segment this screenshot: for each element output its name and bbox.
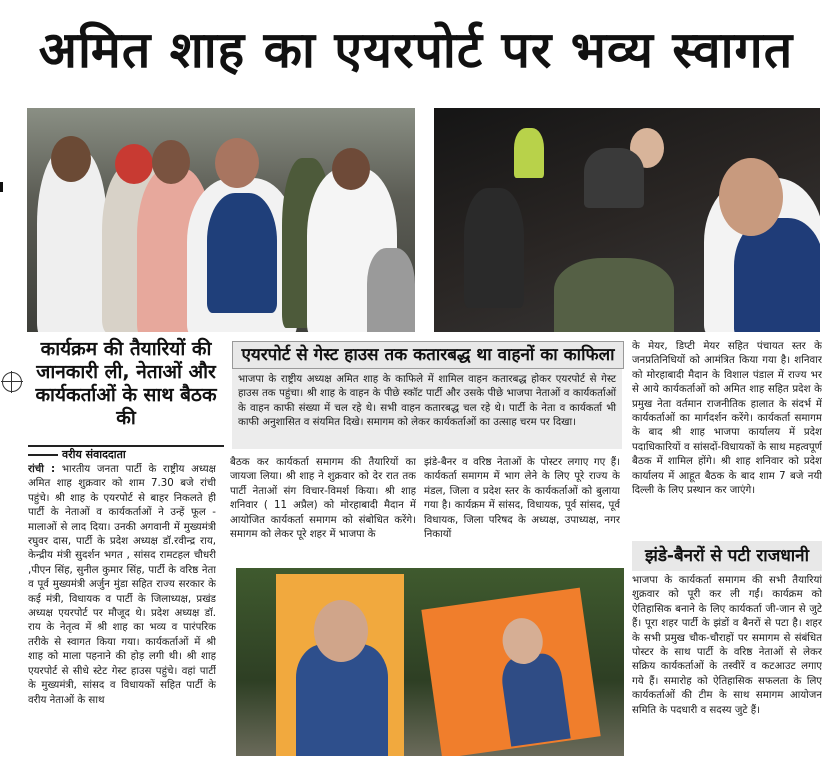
column-1-text: भारतीय जनता पार्टी के राष्ट्रीय अध्यक्ष अमित शाह शुक्रवार को शाम 7.30 बजे रांची पहुंचे। श्री शाह के एयरपोर्ट से बाहर निकलते ही पार्टी के नेताओं व कार्यकर्ताओं ने उन्हें फूल - मालाओं से लाद दिया। उनकी अगवानी में मुख्यमंत्री रघुवर दास, पार्टी के प्रदेश अध्यक्ष डॉ.रवीन्द्र राय, केन्द्रीय मंत्री सुदर्शन भगत , सांसद रामटहल चौधरी ,पीएन सिंह, सुनील कुमार सिंह, पार्टी के वरिष्ठ नेता व पूर्व मुख्यमंत्री अर्जुन मुंडा सहित राज्य सरकार के कई मंत्री, विधायक व पार्टी के जिलाध्यक्ष, प्रखंड अध्यक्ष एयरपोर्ट पर मौजूद थे। प्रदेश अध्यक्ष डॉ. राय के नेतृत्व में श्री शाह का भव्य व पारंपरिक तरीके से स्वागत किया गया। कार्यकर्ताओं में श्री शाह को माला पहनाने की होड़ लगी थी। श्री शाह एयरपोर्ट से सीधे स्टेट गेस्ट हाउस पहुंचे। वहां पार्टी के मुख्यमंत्री, सांसद व विधायकों सहित पार्टी के वरीय नेताओं के साथ (28, 464, 216, 706)
article-column-1 (28, 463, 216, 758)
headline: अमित शाह का एयरपोर्ट पर भव्य स्वागत (38, 21, 794, 79)
subheadline-left: कार्यक्रम की तैयारियों की जानकारी ली, नेताओं और कार्यकर्ताओं के साथ बैठक की (35, 338, 217, 429)
article-column-4b: भाजपा के कार्यकर्ता समागम की सभी तैयारियां शुक्रवार को पूरी कर ली गईं। कार्यक्रम को ऐतिहासिक बनाने के लिए कार्यकर्ता जी-जान से जुटे हैं। पूरा शहर पार्टी के झंडों व बैनरों से पटा है। शहर के सभी प्रमुख चौक-चौराहों पर समागम से संबंधित पोस्टर के साथ पार्टी के वरिष्ठ नेताओं से लेकर सक्रिय कार्यकर्ताओं के तस्वीरें व कटआउट लगाए गये हैं। समारोह को ऐतिहासिक सफलता के लिए कार्यकर्ताओं की टीम के साथ समागम आयोजन समिति के पदधारी व सदस्य जुटे हैं। (632, 575, 822, 716)
article-column-3: झंडे-बैनर व वरिष्ठ नेताओं के पोस्टर लगाए गए हैं। कार्यकर्ता समागम में भाग लेने के लिए पूरे राज्य के मंडल, जिला व प्रदेश स्तर के कार्यकर्ताओं को बुलाया गया है। कार्यक्रम में सांसद, विधायक, पूर्व सांसद, पूर्व विधायक, जिला परिषद के अध्यक्ष, उपाध्यक्ष, नगर निकायों (424, 457, 620, 541)
photo-welcome-crowd (27, 108, 415, 332)
byline-text: वरीय संवाददाता (62, 448, 126, 461)
photo-amit-shah-waving (434, 108, 820, 332)
photo-posters (236, 568, 624, 756)
byline (28, 447, 224, 462)
article-column-2: बैठक कर कार्यकर्ता समागम की तैयारियों का जायजा लिया। श्री शाह ने शुक्रवार को देर रात तक पार्टी नेताओं संग विचार-विमर्श किया। श्री शाह शनिवार ( 11 अप्रैल) को मोरहाबादी मैदान में आयोजित कार्यकर्ता समागम को संबोधित करेंगे। समागम को लेकर पूरे शहर में भाजपा के (230, 457, 416, 541)
box-headline: एयरपोर्ट से गेस्ट हाउस तक कतारबद्ध था वाहनों का काफिला (232, 341, 624, 369)
poster-right (421, 588, 600, 756)
margin-mark (0, 182, 3, 192)
dateline: रांची : (28, 464, 56, 475)
box-text: भाजपा के राष्ट्रीय अध्यक्ष अमित शाह के काफिले में शामिल वाहन कतारबद्ध होकर एयरपोर्ट से गेस्ट हाउस तक पहुंचा। श्री शाह के वाहन के पीछे स्कॉट पार्टी और उसके पीछे भाजपा नेताओं व कार्यकर्ताओं के वाहन काफी संख्या में चल रहे थे। सभी वाहन कतारबद्ध चल रहे थे। पार्टी के नेता व कार्यकर्ता भी काफी अनुशासित व संयमित दिखे। समागम को लेकर कार्यकर्ताओं का उत्साह चरम पर दिखा। (232, 369, 622, 449)
subheadline-right: झंडे-बैनरों से पटी राजधानी (632, 541, 822, 571)
article-column-4: के मेयर, डिप्टी मेयर सहित पंचायत स्तर के जनप्रतिनिधियों को आमंत्रित किया गया है। शनिवार को मोरहाबादी मैदान के विशाल पंडाल में राज्य भर से आये कार्यकर्ताओं को अमित शाह सहित प्रदेश के प्रमुख नेता वर्तमान राजनीतिक हालात के संदर्भ में कार्यकर्ताओं का मार्गदर्शन करेंगे। कार्यकर्ता समागम के बाद श्री शाह भाजपा कार्यालय में प्रदेश पदाधिकारियों व सांसदों-विधायकों के साथ महत्वपूर्ण बैठक में शामिल होंगे। श्री शाह शनिवार को प्रदेश कार्यालय में आहूत बैठक के बाद शाम 7 बजे नयी दिल्ली के लिए प्रस्थान कर जाएंगे। (632, 341, 822, 497)
registration-mark-icon (2, 372, 22, 392)
poster-left (276, 574, 404, 756)
